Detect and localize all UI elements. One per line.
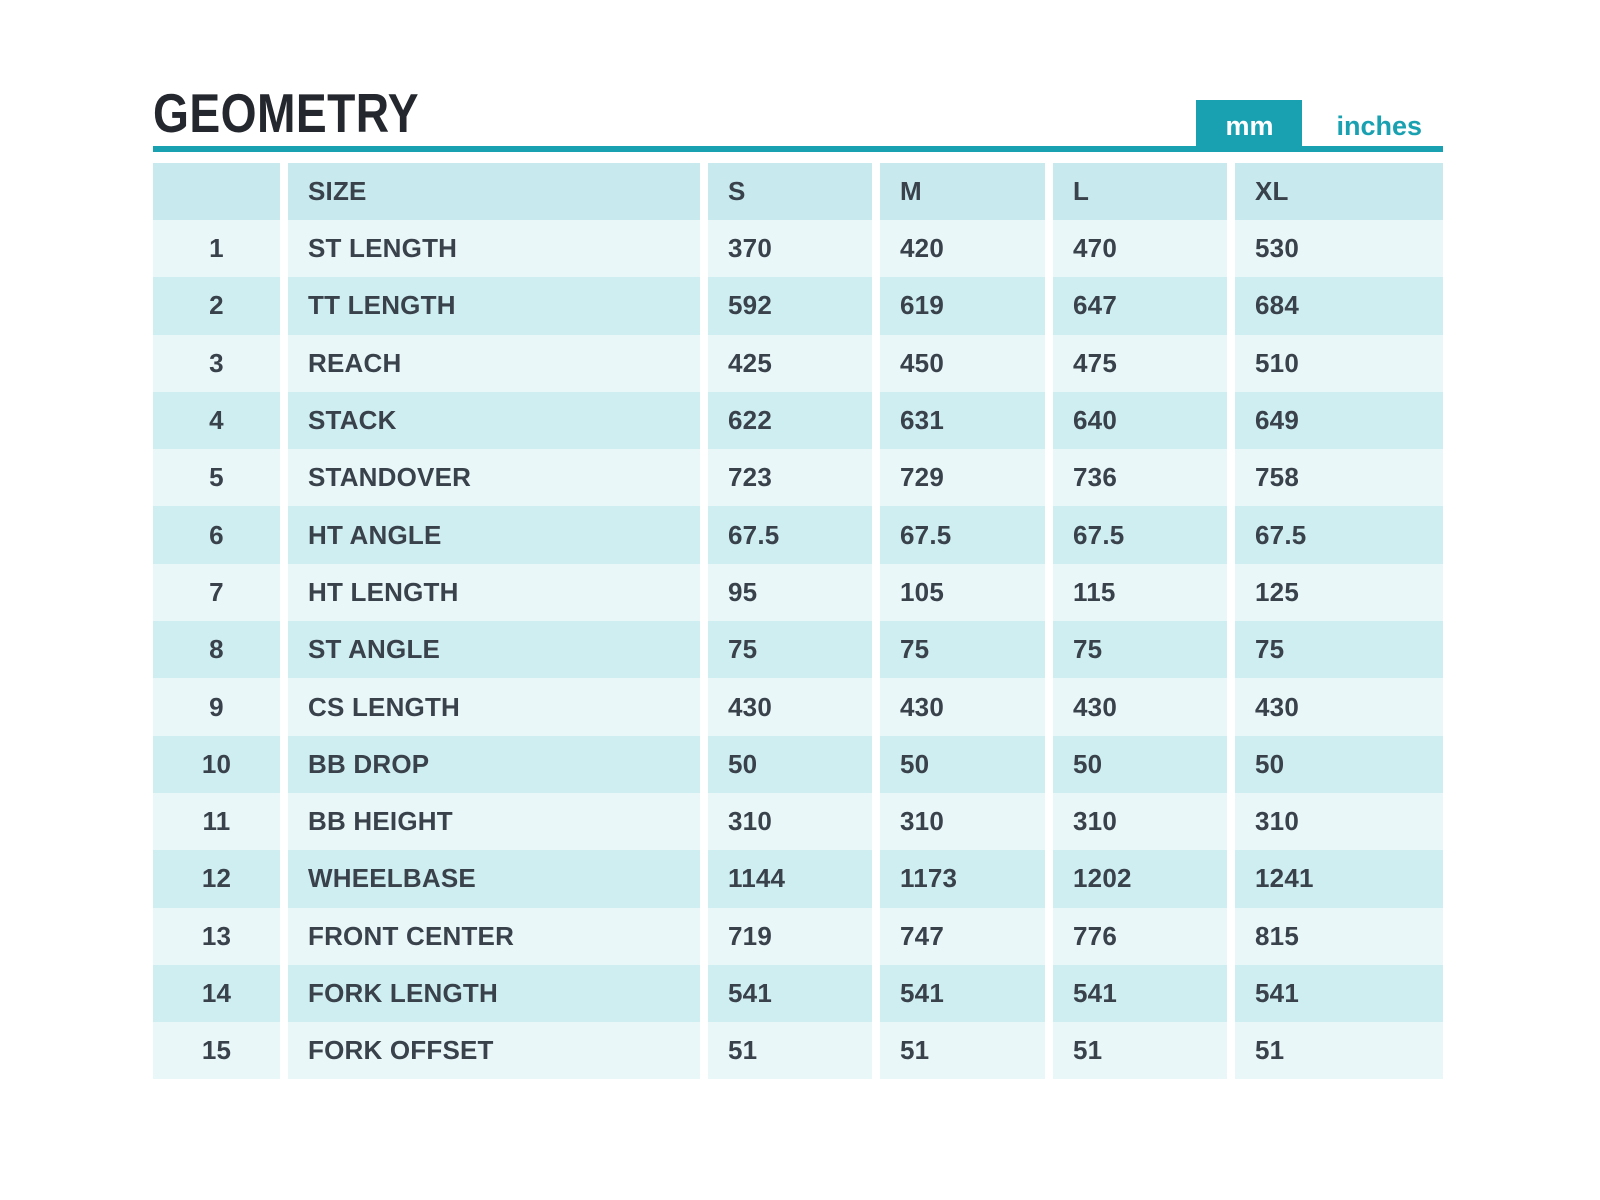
- row-label: FORK OFFSET: [288, 1022, 700, 1079]
- value-cell: 51: [880, 1022, 1045, 1079]
- value-cell: 510: [1235, 335, 1443, 392]
- value-cell: 1144: [708, 850, 872, 907]
- header-cell-l: L: [1053, 163, 1227, 220]
- row-label: FRONT CENTER: [288, 908, 700, 965]
- row-label: CS LENGTH: [288, 678, 700, 735]
- value-cell: 631: [880, 392, 1045, 449]
- row-label: REACH: [288, 335, 700, 392]
- value-cell: 640: [1053, 392, 1227, 449]
- value-cell: 430: [708, 678, 872, 735]
- value-cell: 75: [708, 621, 872, 678]
- value-cell: 622: [708, 392, 872, 449]
- value-cell: 541: [880, 965, 1045, 1022]
- value-cell: 619: [880, 277, 1045, 334]
- value-cell: 95: [708, 564, 872, 621]
- table-row: [153, 1022, 1443, 1079]
- value-cell: 425: [708, 335, 872, 392]
- value-cell: 450: [880, 335, 1045, 392]
- value-cell: 649: [1235, 392, 1443, 449]
- header-cell-size: SIZE: [288, 163, 700, 220]
- value-cell: 776: [1053, 908, 1227, 965]
- value-cell: 310: [708, 793, 872, 850]
- row-label: WHEELBASE: [288, 850, 700, 907]
- value-cell: 758: [1235, 449, 1443, 506]
- row-number: 13: [153, 908, 280, 965]
- value-cell: 592: [708, 277, 872, 334]
- row-label: BB DROP: [288, 736, 700, 793]
- table-row: [153, 220, 1443, 277]
- value-cell: 420: [880, 220, 1045, 277]
- row-number: 14: [153, 965, 280, 1022]
- table-row: [153, 850, 1443, 907]
- row-number: 12: [153, 850, 280, 907]
- value-cell: 67.5: [1235, 506, 1443, 563]
- row-number: 5: [153, 449, 280, 506]
- geometry-table: [153, 163, 1443, 1079]
- row-label: ST LENGTH: [288, 220, 700, 277]
- table-row: [153, 277, 1443, 334]
- value-cell: 647: [1053, 277, 1227, 334]
- value-cell: 50: [1235, 736, 1443, 793]
- units-inches-button[interactable]: inches: [1336, 110, 1422, 141]
- row-number: 4: [153, 392, 280, 449]
- value-cell: 1173: [880, 850, 1045, 907]
- table-row: [153, 392, 1443, 449]
- row-label: STACK: [288, 392, 700, 449]
- value-cell: 430: [880, 678, 1045, 735]
- value-cell: 51: [1235, 1022, 1443, 1079]
- row-number: 15: [153, 1022, 280, 1079]
- value-cell: 67.5: [1053, 506, 1227, 563]
- value-cell: 51: [1053, 1022, 1227, 1079]
- value-cell: 541: [1235, 965, 1443, 1022]
- row-number: 2: [153, 277, 280, 334]
- header-cell-m: M: [880, 163, 1045, 220]
- table-row: [153, 793, 1443, 850]
- value-cell: 430: [1235, 678, 1443, 735]
- row-label: FORK LENGTH: [288, 965, 700, 1022]
- table-header-row: [153, 163, 1443, 220]
- value-cell: 310: [880, 793, 1045, 850]
- table-row: [153, 564, 1443, 621]
- table-row: [153, 449, 1443, 506]
- table-row: [153, 965, 1443, 1022]
- value-cell: 125: [1235, 564, 1443, 621]
- row-label: ST ANGLE: [288, 621, 700, 678]
- row-number: 10: [153, 736, 280, 793]
- value-cell: 684: [1235, 277, 1443, 334]
- row-number: 7: [153, 564, 280, 621]
- row-label: BB HEIGHT: [288, 793, 700, 850]
- value-cell: 541: [708, 965, 872, 1022]
- value-cell: 736: [1053, 449, 1227, 506]
- row-number: 9: [153, 678, 280, 735]
- value-cell: 75: [1235, 621, 1443, 678]
- row-label: HT LENGTH: [288, 564, 700, 621]
- page-title: GEOMETRY: [153, 82, 420, 144]
- value-cell: 719: [708, 908, 872, 965]
- value-cell: 67.5: [880, 506, 1045, 563]
- table-row: [153, 736, 1443, 793]
- row-number: 8: [153, 621, 280, 678]
- value-cell: 723: [708, 449, 872, 506]
- row-label: HT ANGLE: [288, 506, 700, 563]
- header-cell-empty: [153, 163, 280, 220]
- value-cell: 747: [880, 908, 1045, 965]
- value-cell: 470: [1053, 220, 1227, 277]
- value-cell: 310: [1235, 793, 1443, 850]
- row-number: 11: [153, 793, 280, 850]
- value-cell: 310: [1053, 793, 1227, 850]
- value-cell: 50: [880, 736, 1045, 793]
- value-cell: 541: [1053, 965, 1227, 1022]
- value-cell: 530: [1235, 220, 1443, 277]
- value-cell: 475: [1053, 335, 1227, 392]
- table-row: [153, 678, 1443, 735]
- header-cell-s: S: [708, 163, 872, 220]
- row-label: TT LENGTH: [288, 277, 700, 334]
- value-cell: 75: [880, 621, 1045, 678]
- value-cell: 370: [708, 220, 872, 277]
- value-cell: 1241: [1235, 850, 1443, 907]
- table-row: [153, 621, 1443, 678]
- units-mm-button[interactable]: mm: [1196, 100, 1302, 152]
- value-cell: 729: [880, 449, 1045, 506]
- value-cell: 430: [1053, 678, 1227, 735]
- header-cell-xl: XL: [1235, 163, 1443, 220]
- value-cell: 51: [708, 1022, 872, 1079]
- value-cell: 105: [880, 564, 1045, 621]
- value-cell: 815: [1235, 908, 1443, 965]
- value-cell: 50: [1053, 736, 1227, 793]
- table-row: [153, 335, 1443, 392]
- value-cell: 67.5: [708, 506, 872, 563]
- row-number: 3: [153, 335, 280, 392]
- value-cell: 50: [708, 736, 872, 793]
- unit-toggle: [1196, 100, 1422, 152]
- value-cell: 1202: [1053, 850, 1227, 907]
- value-cell: 75: [1053, 621, 1227, 678]
- row-label: STANDOVER: [288, 449, 700, 506]
- row-number: 6: [153, 506, 280, 563]
- row-number: 1: [153, 220, 280, 277]
- value-cell: 115: [1053, 564, 1227, 621]
- table-row: [153, 908, 1443, 965]
- table-row: [153, 506, 1443, 563]
